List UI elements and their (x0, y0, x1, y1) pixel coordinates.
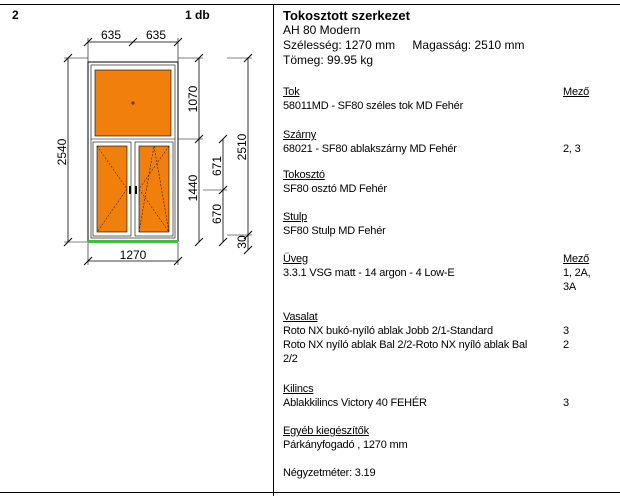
area-text: Négyzetméter: 3.19 (283, 467, 376, 479)
window-sill (88, 240, 178, 243)
width-label: Szélesség: (283, 38, 342, 52)
left-glass-pane (97, 146, 127, 232)
sash-lower-label: 670 (210, 203, 224, 225)
szarny-text: 68021 - SF80 ablakszárny MD Fehér (283, 143, 457, 155)
total-width-label: 1270 (119, 248, 147, 262)
total-height-label: 2540 (55, 138, 69, 166)
uveg-field-1: 1, 2A, (563, 267, 591, 279)
weight-label: Tömeg: (283, 53, 324, 67)
vasalat-row-1: Roto NX bukó-nyíló ablak Jobb 2/1-Standard (283, 325, 493, 337)
item-number: 2 (12, 8, 19, 22)
weight-value: 99.95 kg (327, 53, 374, 67)
height-value: 2510 mm (474, 38, 525, 52)
section-vasalat (283, 310, 613, 366)
tokoszto-text: SF80 osztó MD Fehér (283, 183, 387, 195)
top-width-left-label: 635 (100, 28, 122, 42)
section-height-dimension (178, 54, 203, 246)
section-egyeb (283, 424, 613, 452)
total-height-dimension (55, 54, 88, 246)
frame-height-label: 2510 (235, 133, 249, 161)
height-label: Magasság: (412, 38, 472, 52)
vasalat-row-1-field: 3 (563, 325, 569, 337)
uveg-heading: Üveg (283, 253, 308, 265)
section-stulp (283, 210, 613, 238)
structure-title: Tokosztott szerkezet (283, 8, 410, 23)
uveg-field-heading: Mező (563, 253, 590, 265)
item-quantity: 1 db (185, 8, 210, 22)
section-tokoszto (283, 168, 613, 196)
tokoszto-heading: Tokosztó (283, 169, 325, 181)
top-section-height-label: 1070 (186, 85, 200, 113)
stulp-text: SF80 Stulp MD Fehér (283, 225, 386, 237)
bottom-section-height-label: 1440 (186, 174, 200, 202)
vasalat-row-2: Roto NX nyíló ablak Bal 2/2-Roto NX nyíló ablak Bal (283, 339, 528, 351)
right-glass-pane (139, 146, 169, 232)
tok-heading: Tok (283, 86, 300, 98)
window-frame (88, 62, 178, 243)
sash-height-dimension (203, 135, 227, 246)
vasalat-heading: Vasalat (283, 311, 318, 323)
column-divider (273, 4, 274, 496)
uveg-field-2: 3A (563, 281, 577, 293)
top-width-dimension (84, 28, 182, 62)
area-section (283, 466, 613, 480)
dimensions-line (283, 38, 613, 53)
frame-height-dimension (227, 54, 252, 254)
system-name: AH 80 Modern (283, 23, 361, 37)
section-kilincs (283, 382, 613, 410)
width-value: 1270 mm (345, 38, 396, 52)
uveg-text: 3.3.1 VSG matt - 14 argon - 4 Low-E (283, 267, 455, 279)
weight-line (283, 53, 613, 68)
tok-field-heading: Mező (563, 86, 590, 98)
sash-upper-label: 671 (210, 155, 224, 177)
window-drawing (0, 0, 273, 496)
szarny-heading: Szárny (283, 129, 317, 141)
total-width-dimension (84, 243, 182, 265)
section-szarny (283, 128, 613, 156)
egyeb-text: Párkányfogadó , 1270 mm (283, 439, 408, 451)
szarny-field: 2, 3 (563, 143, 581, 155)
top-width-right-label: 635 (145, 28, 167, 42)
section-tok (283, 85, 613, 113)
vasalat-row-2-field: 2 (563, 339, 569, 351)
kilincs-text: Ablakkilincs Victory 40 FEHÉR (283, 397, 427, 409)
vasalat-row-2-cont: 2/2 (283, 353, 298, 365)
kilincs-heading: Kilincs (283, 383, 314, 395)
kilincs-field: 3 (563, 397, 569, 409)
stulp-heading: Stulp (283, 211, 308, 223)
bottom-offset-label: 30 (235, 235, 249, 249)
section-uveg (283, 252, 613, 294)
tok-text: 58011MD - SF80 széles tok MD Fehér (283, 100, 464, 112)
spec-header (283, 8, 613, 68)
egyeb-heading: Egyéb kiegészítők (283, 425, 369, 437)
